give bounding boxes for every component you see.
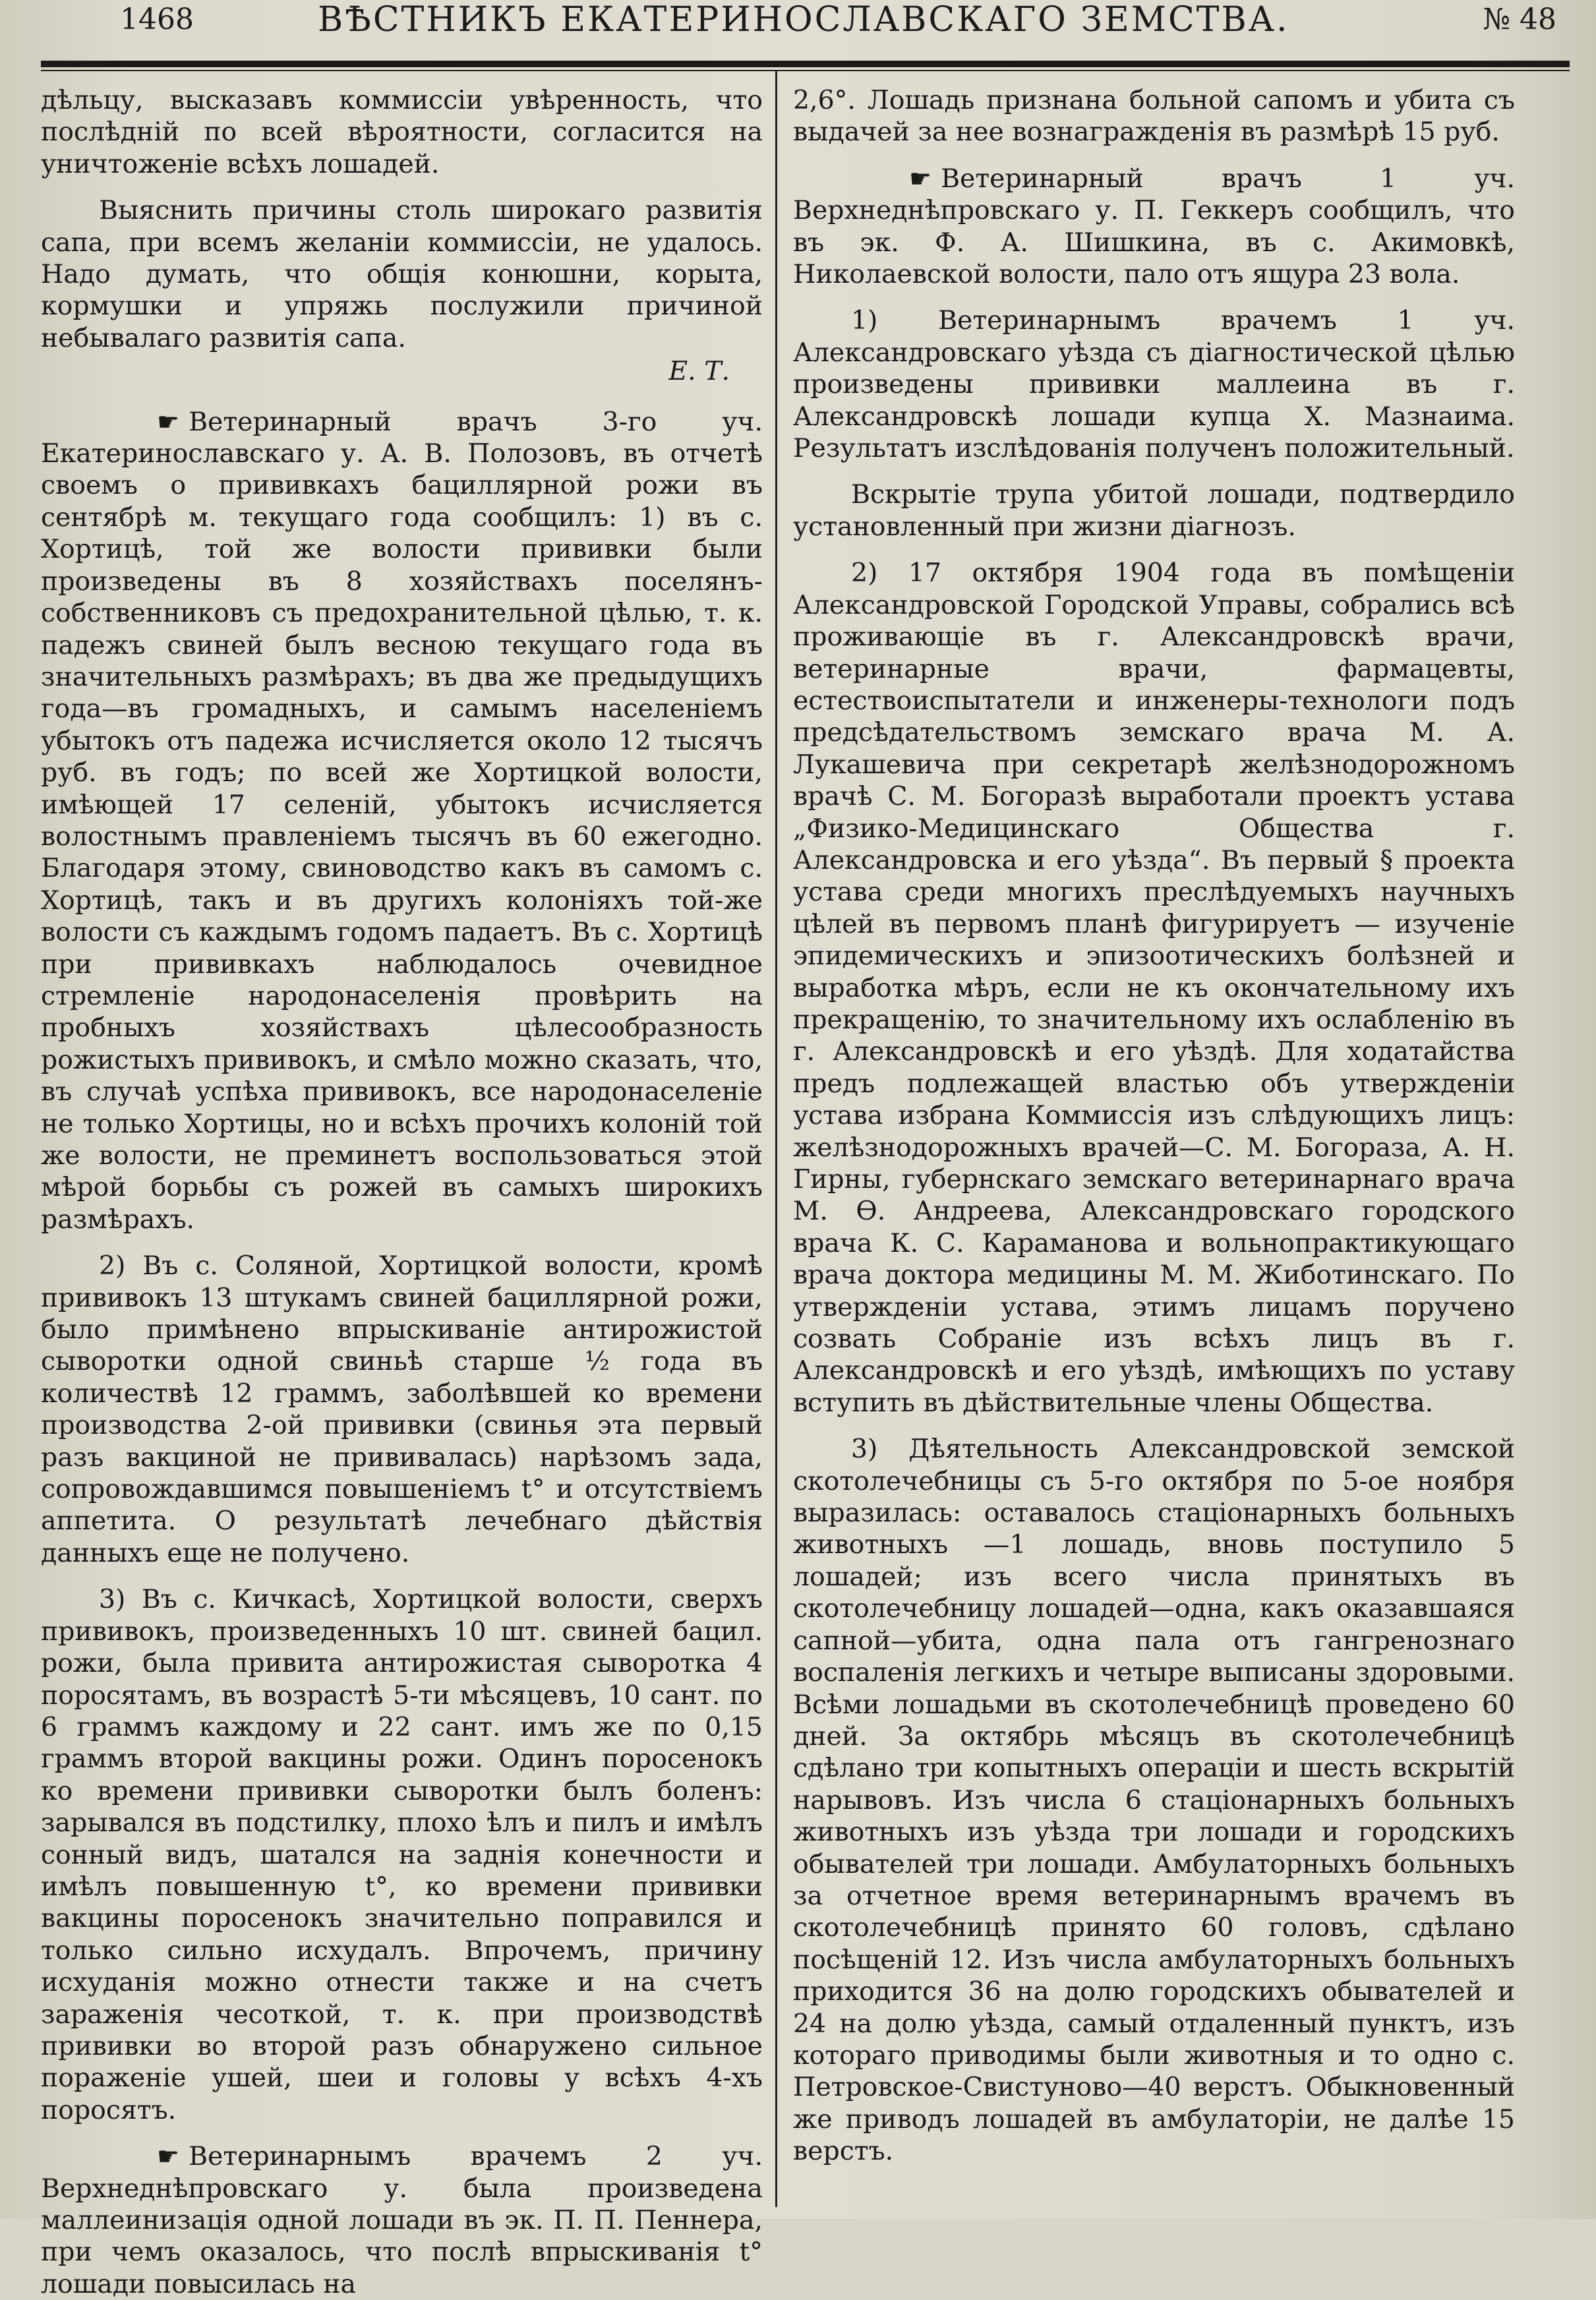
paragraph: 1) Ветеринарнымъ врачемъ 1 уч. Александровскаго уѣзда съ діагностической цѣлью произведены прививки маллеина въ г. Александровскѣ лошади купца Х. Мазнаима. Результатъ изслѣдованія полученъ положительный. [793, 305, 1515, 464]
signature: Е. Т. [668, 356, 730, 387]
paragraph: дѣльцу, высказавъ коммиссіи увѣренность, что послѣдній по всей вѣроятности, согласится на уничтоженіе всѣхъ лошадей. [41, 85, 763, 179]
column-divider [775, 71, 777, 2207]
left-column [41, 84, 763, 2299]
pointing-hand-icon: ☛ [909, 163, 932, 193]
paragraph: Выяснить причины столь широкаго развитія сапа, при всемъ желаніи коммиссіи, не удалось. Надо думать, что общія конюшни, корыта, кормушки и упряжь послужили причиной небывалаго развитія сапа. [41, 195, 763, 353]
paragraph-text: Ветеринарнымъ врачемъ 2 уч. Верхнеднѣпровскаго у. была произведена маллеинизація одной лошади въ эк. П. П. Пеннера, при чемъ оказалось, что послѣ впрыскиванія t° лошади повысилась на [41, 2141, 763, 2299]
paragraph [41, 2140, 763, 2300]
paragraph-text: Ветеринарный врачъ 1 уч. Верхнеднѣпровскаго у. П. Геккеръ сообщилъ, что въ эк. Ф. А. Шишкина, въ с. Акимовкѣ, Николаевской волости, пало отъ ящура 23 вола. [793, 163, 1515, 290]
issue-number: № 48 [1483, 3, 1556, 36]
header-rule-thin [41, 70, 1570, 71]
pointing-hand-icon: ☛ [157, 407, 180, 436]
paragraph: 2,6°. Лошадь признана больной сапомъ и убита съ выдачей за нее вознагражденія въ размѣрѣ 15 руб. [793, 85, 1515, 148]
paragraph: 3) Дѣятельность Александровской земской скотолечебницы съ 5-го октября по 5-ое ноября выразилась: оставалось стаціонарныхъ больныхъ животныхъ —1 лошадь, вновь поступило 5 лошадей; изъ всего числа принятыхъ въ скотолечебницу лошадей—одна, какъ оказавшаяся сапной—убита, одна пала отъ гангренознаго воспаленія легкихъ и четыре выписаны здоровыми. Всѣми лошадьми въ скотолечебницѣ проведено 60 дней. За октябрь мѣсяцъ въ скотолечебницѣ сдѣлано три копытныхъ операціи и шесть вскрытій нарывовъ. Изъ числа 6 стаціонарныхъ больныхъ животныхъ изъ уѣзда три лошади и городскихъ обывателей три лошади. Амбулаторныхъ больныхъ за отчетное время ветеринарнымъ врачемъ въ скотолечебницѣ принято 60 головъ, сдѣлано посѣщеній 12. Изъ числа амбулаторныхъ больныхъ приходится 36 на долю городскихъ обывателей и 24 на долю уѣзда, самый отдаленный пунктъ, изъ котораго приводимы были животныя и то одно с. Петровское-Свистуново—40 верстъ. Обыкновенный же приводъ лошадей въ амбулаторіи, не далѣе 15 верстъ. [793, 1434, 1515, 2167]
paragraph [793, 163, 1515, 291]
page-header [41, 0, 1570, 46]
page-number: 1468 [120, 3, 194, 36]
right-column [793, 84, 1515, 2200]
paragraph: 2) Въ с. Соляной, Хортицкой волости, кромѣ прививокъ 13 штукамъ свиней бациллярной рожи, было примѣнено впрыскиваніе антирожистой сыворотки одной свиньѣ старше ½ года въ количествѣ 12 граммъ, заболѣвшей ко времени производства 2-ой прививки (свинья эта первый разъ вакциной не прививалась) нарѣзомъ зада, сопровождавшимся повышеніемъ t° и отсутствіемъ аппетита. О результатѣ лечебнаго дѣйствія данныхъ еще не получено. [41, 1251, 763, 1568]
paragraph [41, 406, 763, 1236]
paragraph-text: Ветеринарный врачъ 3-го уч. Екатеринославскаго у. А. В. Полозовъ, въ отчетѣ своемъ о прививкахъ бациллярной рожи въ сентябрѣ м. текущаго года сообщилъ: 1) въ с. Хортицѣ, той же волости прививки были произведены въ 8 хозяйствахъ поселянъ-собственниковъ съ предохранительной цѣлью, т. к. падежъ свиней былъ весною текущаго года въ значительныхъ размѣрахъ; въ два же предыдущихъ года—въ громадныхъ, и самымъ населеніемъ убытокъ отъ падежа исчисляется около 12 тысячъ руб. въ годъ; по всей же Хортицкой волости, имѣющей 17 селеній, убытокъ исчисляется волостнымъ правленіемъ тысячъ въ 60 ежегодно. Благодаря этому, свиноводство какъ въ самомъ с. Хортицѣ, такъ и въ другихъ колоніяхъ той-же волости съ каждымъ годомъ падаетъ. Въ с. Хортицѣ при прививкахъ наблюдалось очевидное стремленіе народонаселенія провѣрить на пробныхъ хозяйствахъ цѣлесообразность рожистыхъ прививокъ, и смѣло можно сказать, что, въ случаѣ успѣха прививокъ, все народонаселеніе не только Хортицы, но и всѣхъ прочихъ колоній той же волости, не преминетъ воспользоваться этой мѣрой борьбы съ рожей въ самыхъ широкихъ размѣрахъ. [41, 406, 763, 1235]
header-rule [41, 61, 1570, 67]
paragraph: 2) 17 октября 1904 года въ помѣщеніи Александровской Городской Управы, собрались всѣ проживающіе въ г. Александровскѣ врачи, ветеринарные врачи, фармацевты, естествоиспытатели и инженеры-технологи подъ предсѣдательствомъ земскаго врача М. А. Лукашевича при секретарѣ желѣзнодорожномъ врачѣ С. М. Богоразѣ выработали проектъ устава „Физико-Медицинскаго Общества г. Александровска и его уѣзда“. Въ первый § проекта устава среди многихъ преслѣдуемыхъ научныхъ цѣлей въ первомъ планѣ фигурируетъ — изученіе эпидемическихъ и эпизоотическихъ болѣзней и выработка мѣръ, если не къ окончательному ихъ прекращенію, то значительному ихъ ослабленію въ г. Александровскѣ и его уѣздѣ. Для ходатайства предъ подлежащей властью объ утвержденіи устава избрана Коммиссія изъ слѣдующихъ лицъ: желѣзнодорожныхъ врачей—С. М. Богораза, А. Н. Гирны, губернскаго земскаго ветеринарнаго врача М. Ѳ. Андреева, Александровскаго городского врача К. С. Караманова и вольнопрактикующаго врача доктора медицины М. М. Жиботинскаго. По утвержденіи устава, этимъ лицамъ поручено созвать Собраніе изъ всѣхъ лицъ въ г. Александровскѣ и его уѣздѣ, имѣющихъ по уставу вступить въ дѣйствительные члены Общества. [793, 558, 1515, 1418]
pointing-hand-icon: ☛ [157, 2142, 180, 2171]
paragraph: 3) Въ с. Кичкасѣ, Хортицкой волости, сверхъ прививокъ, произведенныхъ 10 шт. свиней бацил. рожи, была привита антирожистая сыворотка 4 поросятамъ, въ возрастѣ 5-ти мѣсяцевъ, 10 сант. по 6 граммъ каждому и 22 сант. имъ же по 0,15 граммъ второй вакцины рожи. Одинъ поросенокъ ко времени прививки сыворотки былъ боленъ: зарывался въ подстилку, плохо ѣлъ и пилъ и имѣлъ сонный видъ, шатался на заднія конечности и имѣлъ повышенную t°, ко времени прививки вакцины поросенокъ значительно поправился и только сильно исхудалъ. Впрочемъ, причину исхуданія можно отнести также и на счетъ зараженія чесоткой, т. к. при производствѣ прививки во второй разъ обнаружено сильное пораженіе ушей, шеи и головы у всѣхъ 4-хъ поросятъ. [41, 1584, 763, 2125]
paragraph: Вскрытіе трупа убитой лошади, подтвердило установленный при жизни діагнозъ. [793, 479, 1515, 542]
journal-title: ВѢСТНИКЪ ЕКАТЕРИНОСЛАВСКАГО ЗЕМСТВА. [318, 0, 1289, 40]
